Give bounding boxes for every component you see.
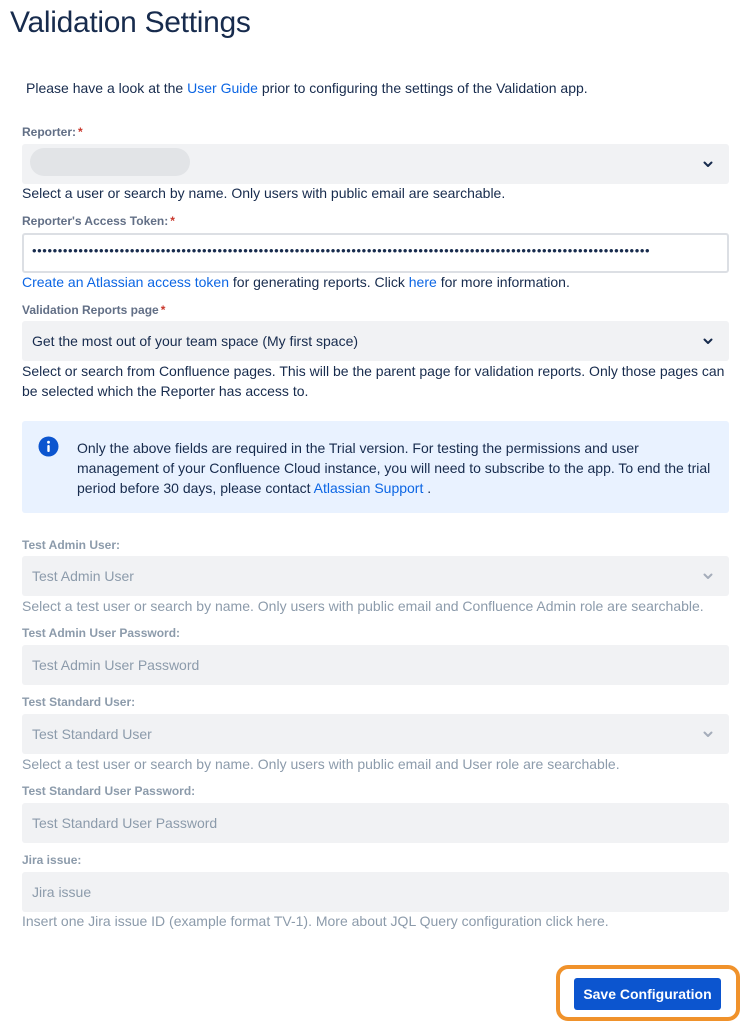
atlassian-support-link[interactable]: Atlassian Support xyxy=(313,480,424,496)
create-token-link[interactable]: Create an Atlassian access token xyxy=(22,274,230,290)
reporter-selected-user-redacted xyxy=(30,148,190,176)
reports-page-help: Select or search from Confluence pages. This will be the parent page for validation reports. Only those pages can be selected which the Reporter has access to. xyxy=(22,363,725,399)
access-token-input[interactable] xyxy=(22,233,729,273)
reporter-select[interactable] xyxy=(22,144,729,184)
test-admin-password-input[interactable] xyxy=(22,645,729,685)
test-standard-password-label: Test Standard User Password: xyxy=(22,784,196,798)
token-help-mid: for generating reports. Click xyxy=(232,274,405,290)
test-standard-user-help: Select a test user or search by name. Only users with public email and User role are searchable. xyxy=(22,756,620,772)
required-marker: * xyxy=(160,303,166,317)
here-link[interactable]: here xyxy=(408,274,437,290)
test-standard-password-input[interactable] xyxy=(22,803,729,843)
test-standard-user-select[interactable] xyxy=(22,714,729,754)
token-label xyxy=(22,214,175,228)
intro-text xyxy=(26,80,588,96)
test-admin-password-placeholder: Test Admin User Password xyxy=(32,657,200,673)
token-label-text: Reporter's Access Token: xyxy=(22,214,169,228)
info-end: . xyxy=(427,480,432,496)
access-token-value: •••••••••••••••••••••••••••••••••••••••••••••••••••••••••••••••••••••••••••••••••••••••••••••••••••••••••••••••••••••••• xyxy=(32,243,651,258)
chevron-down-icon xyxy=(701,727,715,741)
reports-page-label-text: Validation Reports page xyxy=(22,303,159,317)
test-standard-user-placeholder: Test Standard User xyxy=(32,726,152,742)
reports-page-value: Get the most out of your team space (My first space) xyxy=(32,333,359,349)
test-admin-user-help: Select a test user or search by name. Only users with public email and Confluence Admin role are searchable. xyxy=(22,598,704,614)
trial-info-panel xyxy=(22,421,729,513)
chevron-down-icon xyxy=(701,157,715,171)
token-help-end: for more information. xyxy=(440,274,570,290)
test-admin-user-placeholder: Test Admin User xyxy=(32,568,134,584)
intro-prefix: Please have a look at the xyxy=(26,80,184,96)
jira-issue-help: Insert one Jira issue ID (example format TV-1). More about JQL Query configuration click here. xyxy=(22,913,609,929)
page-title: Validation Settings xyxy=(10,6,251,39)
required-marker: * xyxy=(170,214,175,228)
reports-page-select[interactable] xyxy=(22,321,729,361)
required-marker: * xyxy=(78,125,83,139)
reporter-help: Select a user or search by name. Only users with public email are searchable. xyxy=(22,185,506,201)
test-admin-user-select[interactable] xyxy=(22,556,729,596)
user-guide-link[interactable]: User Guide xyxy=(187,80,258,96)
info-text: Only the above fields are required in the Trial version. For testing the permissions and user management of your Confluence Cloud instance, you will need to subscribe to the app. To end the trial period before 30 days, please contact xyxy=(77,440,711,496)
test-standard-user-label: Test Standard User: xyxy=(22,695,136,709)
save-configuration-button[interactable]: Save Configuration xyxy=(574,978,721,1010)
info-message xyxy=(77,438,717,498)
intro-suffix: prior to configuring the settings of the Validation app. xyxy=(261,80,588,96)
test-admin-user-label: Test Admin User: xyxy=(22,538,121,552)
reporter-label xyxy=(22,125,83,139)
token-help xyxy=(22,272,570,292)
reporter-label-text: Reporter: xyxy=(22,125,77,139)
info-icon xyxy=(38,436,59,457)
jira-issue-placeholder: Jira issue xyxy=(32,884,92,900)
test-standard-password-placeholder: Test Standard User Password xyxy=(32,815,218,831)
chevron-down-icon xyxy=(701,569,715,583)
jira-issue-input[interactable] xyxy=(22,872,729,912)
test-admin-password-label: Test Admin User Password: xyxy=(22,626,181,640)
reports-page-label xyxy=(22,303,165,317)
jira-issue-label: Jira issue: xyxy=(22,853,82,867)
chevron-down-icon xyxy=(701,334,715,348)
